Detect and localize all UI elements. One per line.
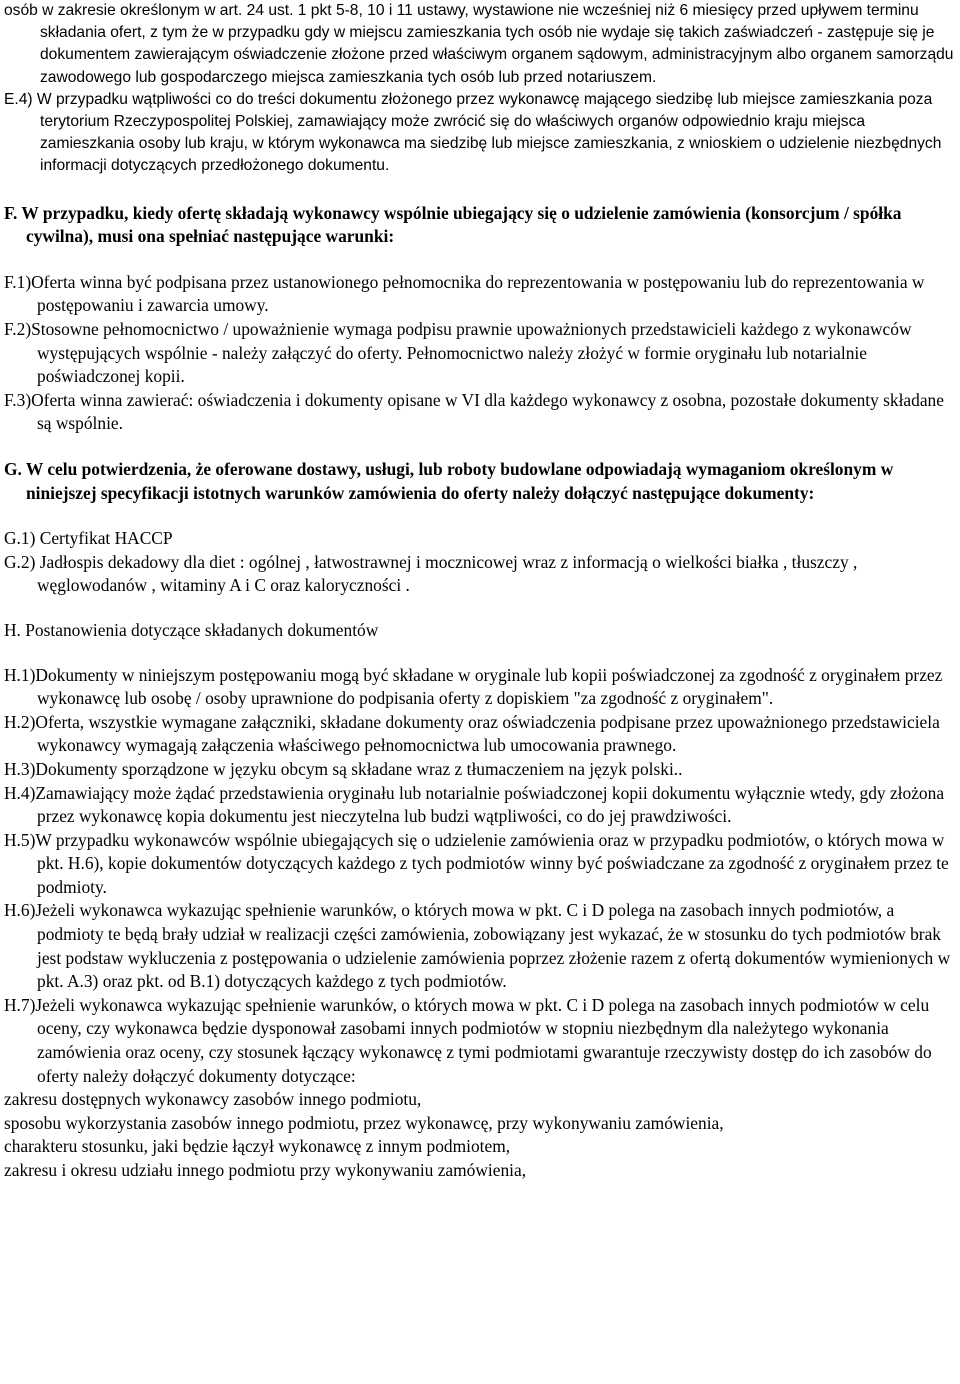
paragraph-f2: F.2)Stosowne pełnomocnictwo / upoważnienie wymaga podpisu prawnie upoważnionych przedstawicieli każdego z wykonawców występujących wspólnie - należy załączyć do oferty. Pełnomocnictwo należy złożyć w formie oryginału lub notarialnie poświadczonej kopii. [4,319,912,387]
paragraph-h4: H.4)Zamawiający może żądać przedstawienia oryginału lub notarialnie poświadczonej kopii dokumentu wyłącznie wtedy, gdy złożona przez wykonawcę kopia dokumentu jest nieczytelna lub budzi wątpliwości, co do jej prawdziwości. [4,782,945,827]
paragraph-e4: E.4) W przypadku wątpliwości co do treści dokumentu złożonego przez wykonawcę mającego siedzibę lub miejsce zamieszkania poza terytorium Rzeczypospolitej Polskiej, zamawiający może zwrócić się do właściwych organów odpowiednio kraju miejsca zamieszkania osoby lub kraju, w którym wykonawca ma siedzibę lub miejsce zamieszkania, z wnioskiem o udzielenie niezbędnych informacji dotyczących przedłożonego dokumentu. [4,90,942,175]
paragraph-g2: G.2) Jadłospis dekadowy dla diet : ogólnej , łatwostrawnej i mocznicowej wraz z informacją o wielkości białka , tłuszczy , węglowodanów , witaminy A i C oraz kaloryczności . [4,551,858,596]
section-e-continuation [4,0,954,178]
paragraph-f3: F.3)Oferta winna zawierać: oświadczenia i dokumenty opisane w VI dla każdego wykonawcy z osobna, pozostałe dokumenty składane są wspólnie. [4,389,944,434]
paragraph-e3-continuation: osób w zakresie określonym w art. 24 ust. 1 pkt 5-8, 10 i 11 ustawy, wystawione nie wcześniej niż 6 miesięcy przed upływem terminu składania ofert, z tym że w przypadku gdy w miejscu zamieszkania tych osób nie wydaje się takich zaświadczeń - zastępuje się je dokumentem zawierającym oświadczenie złożone przed właściwym organem sądowym, administracyjnym albo organem samorządu zawodowego lub gospodarczego miejsca zamieszkania tych osób lub przed notariuszem. [4,2,954,86]
paragraph-h1: H.1)Dokumenty w niniejszym postępowaniu mogą być składane w oryginale lub kopii poświadczonej za zgodność z oryginałem przez wykonawcę lub osobę / osoby uprawnione do podpisania oferty z dopiskiem "za zgodność z oryginałem". [4,664,943,709]
section-h-heading: H. Postanowienia dotyczące składanych dokumentów [4,619,379,640]
paragraph-h3: H.3)Dokumenty sporządzone w języku obcym są składane wraz z tłumaczeniem na język polski.. [4,758,683,779]
list-item-h7-3: charakteru stosunku, jaki będzie łączył wykonawcę z innym podmiotem, [4,1136,511,1157]
paragraph-h2: H.2)Oferta, wszystkie wymagane załączniki, składane dokumenty oraz oświadczenia podpisane przez upoważnionego przedstawiciela wykonawcy wymagają załączenia właściwego pełnomocnictwa lub umocowania prawnego. [4,711,940,756]
paragraph-g1: G.1) Certyfikat HACCP [4,528,173,549]
paragraph-h6: H.6)Jeżeli wykonawca wykazując spełnienie warunków, o których mowa w pkt. C i D polega na zasobach innych podmiotów, a podmioty te będą brały udział w realizacji części zamówienia, zobowiązany jest wykazać, że w stosunku do tych podmiotów brak jest podstaw wykluczenia z postępowania o udzielenie zamówienia poprzez złożenie razem z ofertą dokumentów wymienionych w pkt. A.3) oraz pkt. od B.1) dotyczących każdego z tych podmiotów. [4,900,951,992]
list-item-h7-2: sposobu wykorzystania zasobów innego podmiotu, przez wykonawcę, przy wykonywaniu zamówienia, [4,1112,724,1133]
list-item-h7-1: zakresu dostępnych wykonawcy zasobów innego podmiotu, [4,1089,422,1110]
paragraph-f1: F.1)Oferta winna być podpisana przez ustanowionego pełnomocnika do reprezentowania w postępowaniu lub do reprezentowania w postępowaniu i zawarcia umowy. [4,271,925,316]
paragraph-h5: H.5)W przypadku wykonawców wspólnie ubiegających się o udzielenie zamówienia oraz w przypadku podmiotów, o których mowa w pkt. H.6), kopie dokumentów dotyczących każdego z tych podmiotów winny być poświadczane za zgodność z oryginałem przez te podmioty. [4,829,949,897]
paragraph-h7: H.7)Jeżeli wykonawca wykazując spełnienie warunków, o których mowa w pkt. C i D polega na zasobach innych podmiotów w celu oceny, czy wykonawca będzie dysponował zasobami innych podmiotów w stopniu niezbędnym dla należytego wykonania zamówienia oraz oceny, czy stosunek łączący wykonawcę z tymi podmiotami gwarantuje rzeczywisty dostęp do ich zasobów do oferty należy dołączyć dokumenty dotyczące: [4,994,932,1086]
section-f-heading: F. W przypadku, kiedy ofertę składają wykonawcy wspólnie ubiegający się o udzielenie zamówienia (konsorcjum / spółka cywilna), musi ona spełniać następujące warunki: [4,202,902,247]
list-item-h7-4: zakresu i okresu udziału innego podmiotu przy wykonywaniu zamówienia, [4,1160,527,1180]
section-g-heading: G. W celu potwierdzenia, że oferowane dostawy, usługi, lub roboty budowlane odpowiadają wymaganiom określonym w niniejszej specyfikacji istotnych warunków zamówienia do oferty należy dołączyć następujące dokumenty: [4,458,894,503]
